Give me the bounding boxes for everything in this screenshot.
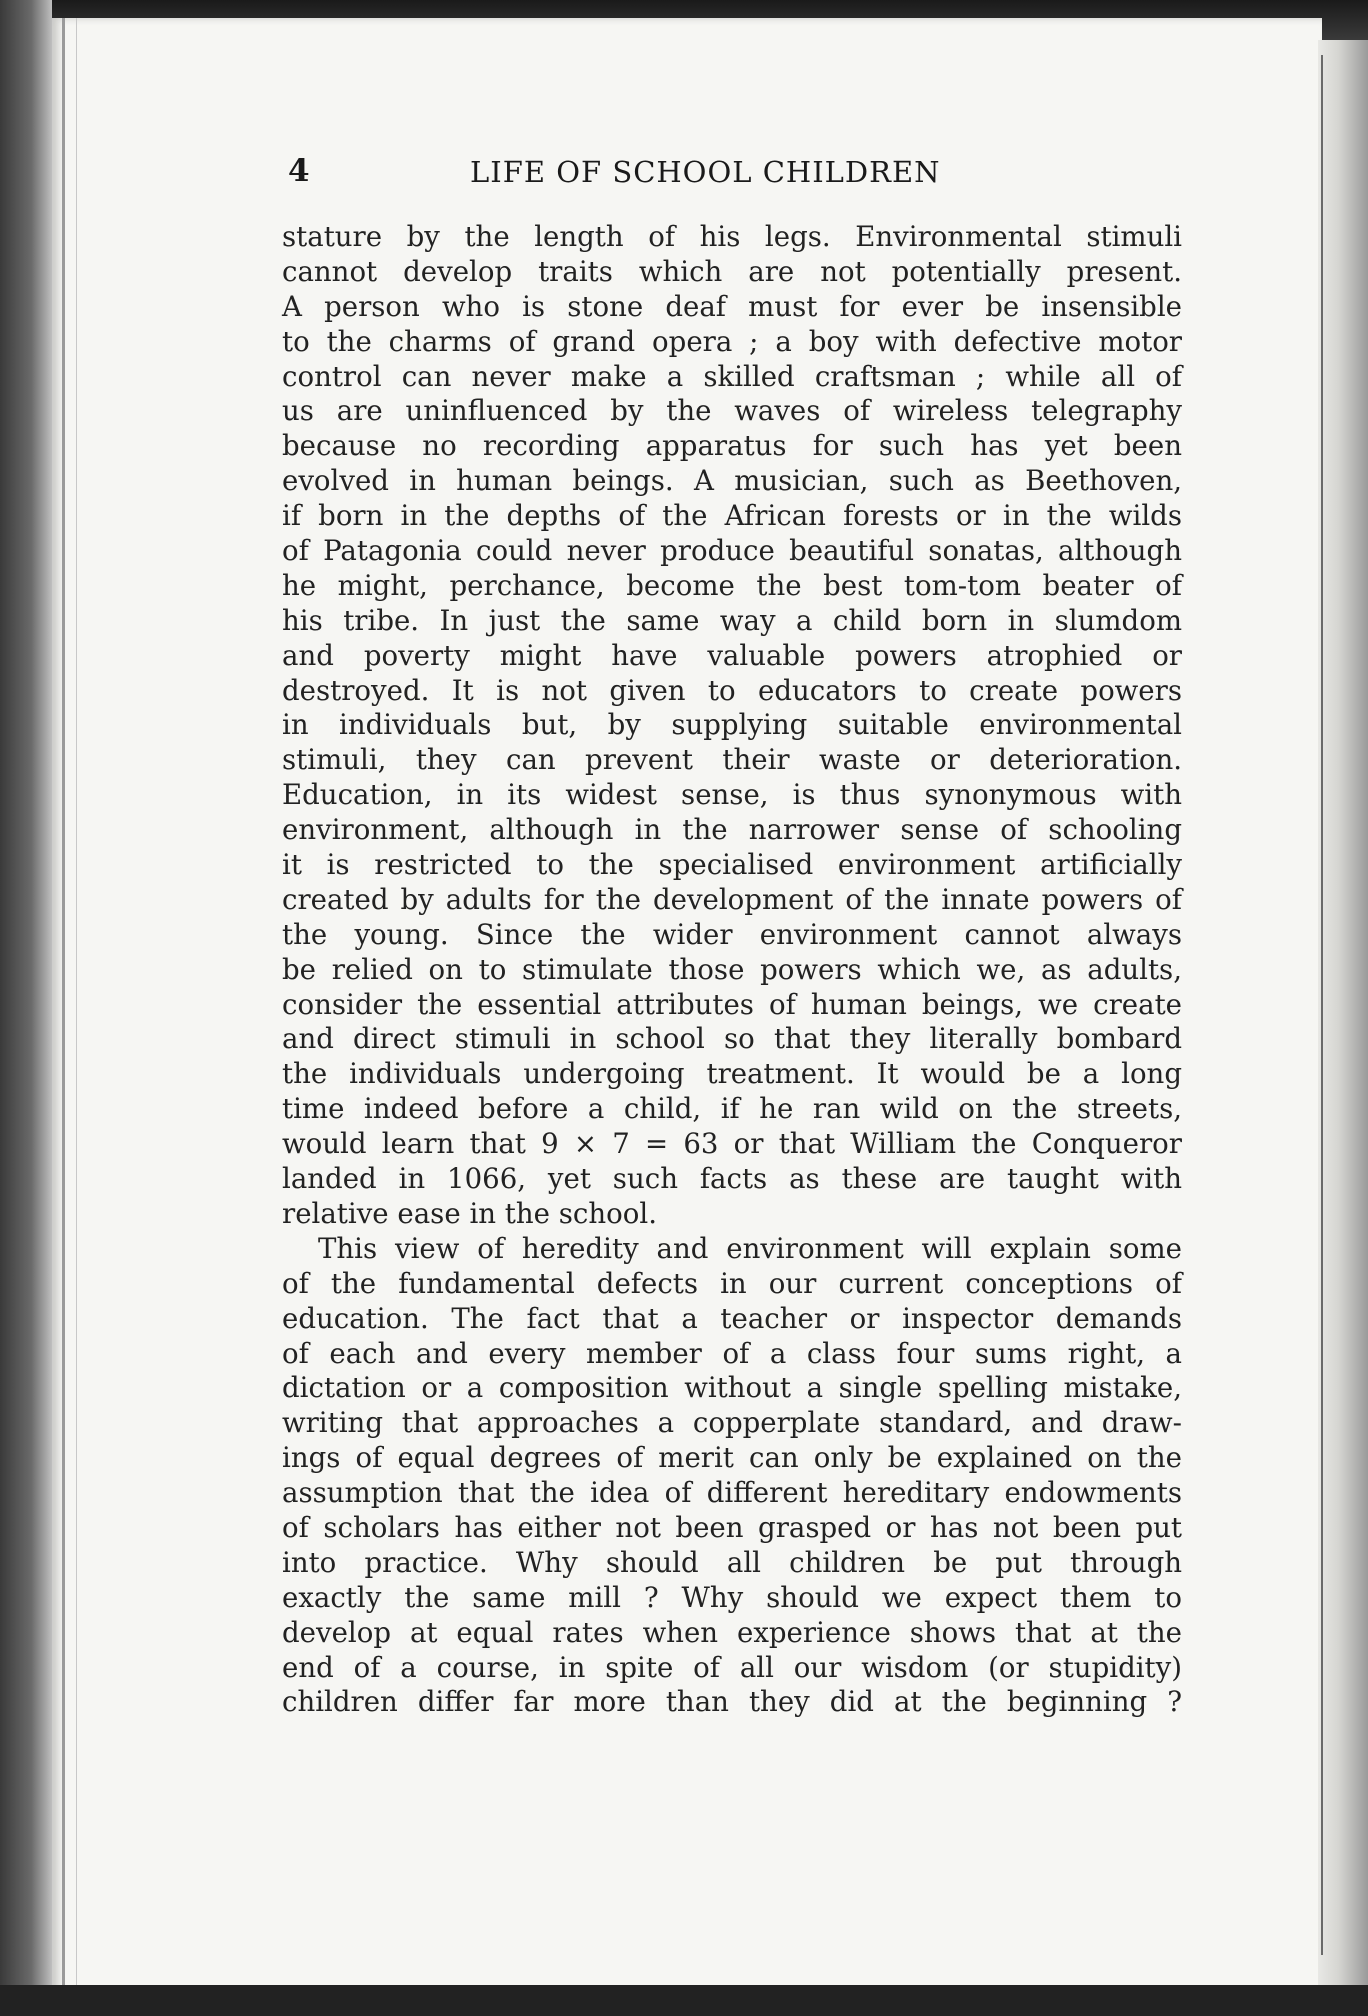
text-line: the individuals undergoing treatment. It would be a long bbox=[282, 1057, 1182, 1091]
text-line: it is restricted to the specialised environment artificially bbox=[282, 848, 1182, 882]
text-line: dictation or a composition without a single spelling mistake, bbox=[282, 1371, 1182, 1405]
text-line: education. The fact that a teacher or inspector demands bbox=[282, 1301, 1182, 1335]
text-line: of scholars has either not been grasped or has not been put bbox=[282, 1510, 1182, 1544]
text-line: the young. Since the wider environment cannot always bbox=[282, 917, 1182, 951]
text-line: be relied on to stimulate those powers which we, as adults, bbox=[282, 952, 1182, 986]
text-line: assumption that the idea of different hereditary endowments bbox=[282, 1476, 1182, 1510]
text-line: destroyed. It is not given to educators to create powers bbox=[282, 673, 1182, 707]
text-line: of each and every member of a class four sums right, a bbox=[282, 1336, 1182, 1370]
text-line: ings of equal degrees of merit can only be explained on the bbox=[282, 1441, 1182, 1475]
text-line: Education, in its widest sense, is thus synonymous with bbox=[282, 778, 1182, 812]
text-line: consider the essential attributes of human beings, we create bbox=[282, 987, 1182, 1021]
text-line: exactly the same mill ? Why should we expect them to bbox=[282, 1580, 1182, 1614]
text-line: This view of heredity and environment will explain some bbox=[318, 1231, 1182, 1265]
text-line: develop at equal rates when experience shows that at the bbox=[282, 1615, 1182, 1649]
text-line: stature by the length of his legs. Environmental stimuli bbox=[282, 220, 1182, 253]
page-header bbox=[288, 153, 1188, 199]
text-line: he might, perchance, become the best tom-tom beater of bbox=[282, 568, 1182, 602]
text-line: us are uninfluenced by the waves of wireless telegraphy bbox=[282, 394, 1182, 428]
page-edge-line bbox=[1321, 55, 1323, 1955]
text-line: evolved in human beings. A musician, such as Beethoven, bbox=[282, 464, 1182, 498]
text-line: in individuals but, by supplying suitable environmental bbox=[282, 708, 1182, 742]
text-line: control can never make a skilled craftsman ; while all of bbox=[282, 359, 1182, 393]
text-line: of the fundamental defects in our current conceptions of bbox=[282, 1266, 1182, 1300]
text-line: relative ease in the school. bbox=[282, 1196, 657, 1230]
body-text bbox=[282, 220, 1182, 1720]
page-stack-edge bbox=[1318, 40, 1368, 1990]
text-line: created by adults for the development of the innate powers of bbox=[282, 882, 1182, 916]
text-line: writing that approaches a copperplate standard, and draw- bbox=[282, 1406, 1182, 1440]
page-number: 4 bbox=[288, 153, 310, 189]
text-line: his tribe. In just the same way a child born in slumdom bbox=[282, 603, 1182, 637]
text-line: into practice. Why should all children be put through bbox=[282, 1545, 1182, 1579]
text-line: and poverty might have valuable powers atrophied or bbox=[282, 638, 1182, 672]
text-line: to the charms of grand opera ; a boy with defective motor bbox=[282, 324, 1182, 358]
text-line: because no recording apparatus for such has yet been bbox=[282, 429, 1182, 463]
book-spine-edge bbox=[0, 0, 52, 2016]
text-line: time indeed before a child, if he ran wild on the streets, bbox=[282, 1092, 1182, 1126]
text-line: children differ far more than they did at the beginning ? bbox=[282, 1685, 1182, 1719]
scan-background-bottom bbox=[0, 1985, 1368, 2016]
running-title: LIFE OF SCHOOL CHILDREN bbox=[470, 155, 941, 189]
text-line: would learn that 9 × 7 = 63 or that William the Conqueror bbox=[282, 1127, 1182, 1161]
text-line: and direct stimuli in school so that they literally bombard bbox=[282, 1022, 1182, 1056]
text-line: end of a course, in spite of all our wisdom (or stupidity) bbox=[282, 1650, 1182, 1684]
text-line: landed in 1066, yet such facts as these are taught with bbox=[282, 1162, 1182, 1196]
text-line: A person who is stone deaf must for ever be insensible bbox=[282, 289, 1182, 323]
text-line: environment, although in the narrower sense of schooling bbox=[282, 813, 1182, 847]
text-line: stimuli, they can prevent their waste or deterioration. bbox=[282, 743, 1182, 777]
text-line: cannot develop traits which are not potentially present. bbox=[282, 254, 1182, 288]
text-line: if born in the depths of the African forests or in the wilds bbox=[282, 499, 1182, 533]
text-line: of Patagonia could never produce beautiful sonatas, although bbox=[282, 534, 1182, 568]
